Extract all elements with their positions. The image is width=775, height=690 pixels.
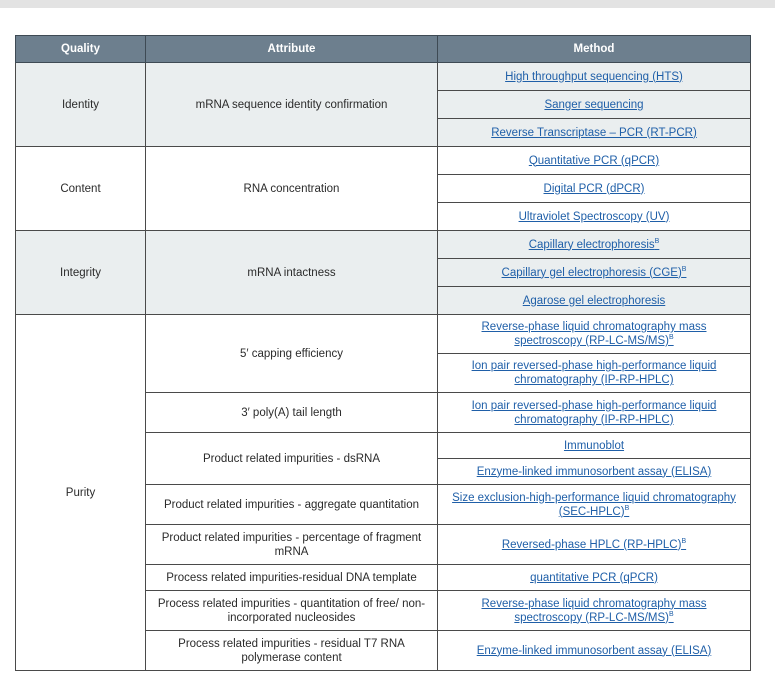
attribute-cell: mRNA sequence identity confirmation xyxy=(146,63,438,147)
method-text: Reverse-phase liquid chromatography mass spectroscopy (RP-LC-MS/MS) xyxy=(481,597,707,624)
quality-content: Content xyxy=(16,147,146,231)
attribute-cell: RNA concentration xyxy=(146,147,438,231)
method-link[interactable]: Ion pair reversed-phase high-performance liquid chromatography (IP-RP-HPLC) xyxy=(471,399,717,426)
method-link[interactable] xyxy=(482,321,707,347)
table-row xyxy=(16,231,751,259)
method-link[interactable]: Sanger sequencing xyxy=(544,98,644,111)
table-row xyxy=(16,147,751,175)
method-link[interactable] xyxy=(482,598,707,624)
attribute-cell: Process related impurities - quantitation of free/ non-incorporated nucleosides xyxy=(146,591,438,631)
note-marker: B xyxy=(681,537,687,545)
method-link[interactable] xyxy=(452,492,736,518)
attribute-cell: 5′ capping efficiency xyxy=(146,315,438,393)
note-marker: B xyxy=(681,265,687,273)
table-row xyxy=(16,315,751,354)
header-method: Method xyxy=(438,36,751,63)
method-link[interactable]: quantitative PCR (qPCR) xyxy=(530,571,658,584)
table-header-row xyxy=(16,36,751,63)
note-marker: B xyxy=(624,504,630,512)
quality-identity: Identity xyxy=(16,63,146,147)
method-link[interactable]: Agarose gel electrophoresis xyxy=(522,294,666,307)
method-text: Capillary electrophoresis xyxy=(528,238,655,251)
method-link[interactable]: Ion pair reversed-phase high-performance liquid chromatography (IP-RP-HPLC) xyxy=(471,360,717,386)
attribute-cell: mRNA intactness xyxy=(146,231,438,315)
method-link[interactable]: Enzyme-linked immunosorbent assay (ELISA) xyxy=(476,465,712,478)
attribute-cell: Process related impurities-residual DNA template xyxy=(146,565,438,591)
attribute-cell: Product related impurities - aggregate quantitation xyxy=(146,485,438,525)
quality-integrity: Integrity xyxy=(16,231,146,315)
method-text: Reversed-phase HPLC (RP-HPLC) xyxy=(501,538,682,551)
note-marker: B xyxy=(668,334,674,342)
method-link[interactable]: High throughput sequencing (HTS) xyxy=(505,70,683,83)
method-link[interactable]: Quantitative PCR (qPCR) xyxy=(528,154,660,167)
method-link[interactable] xyxy=(529,239,660,251)
header-quality: Quality xyxy=(16,36,146,63)
attribute-cell: 3′ poly(A) tail length xyxy=(146,393,438,433)
method-link[interactable]: Ultraviolet Spectroscopy (UV) xyxy=(518,210,670,223)
method-link[interactable] xyxy=(502,267,687,279)
method-link[interactable] xyxy=(502,539,686,551)
top-band xyxy=(0,0,775,8)
note-marker: B xyxy=(654,237,660,245)
quality-attributes-table xyxy=(15,35,751,671)
attribute-cell: Product related impurities - percentage of fragment mRNA xyxy=(146,525,438,565)
quality-purity: Purity xyxy=(16,315,146,671)
header-attribute: Attribute xyxy=(146,36,438,63)
method-link[interactable]: Immunoblot xyxy=(563,439,625,452)
attribute-cell: Product related impurities - dsRNA xyxy=(146,433,438,485)
attribute-cell: Process related impurities - residual T7 RNA polymerase content xyxy=(146,631,438,671)
method-link[interactable]: Reverse Transcriptase – PCR (RT-PCR) xyxy=(491,126,697,139)
note-marker: B xyxy=(668,610,674,618)
method-text: Size exclusion-high-performance liquid chromatography (SEC-HPLC) xyxy=(452,491,736,518)
method-link[interactable]: Enzyme-linked immunosorbent assay (ELISA) xyxy=(476,644,712,657)
method-text: Reverse-phase liquid chromatography mass spectroscopy (RP-LC-MS/MS) xyxy=(481,321,707,347)
method-text: Capillary gel electrophoresis (CGE) xyxy=(501,266,682,279)
table-row xyxy=(16,63,751,91)
method-link[interactable]: Digital PCR (dPCR) xyxy=(543,182,645,195)
